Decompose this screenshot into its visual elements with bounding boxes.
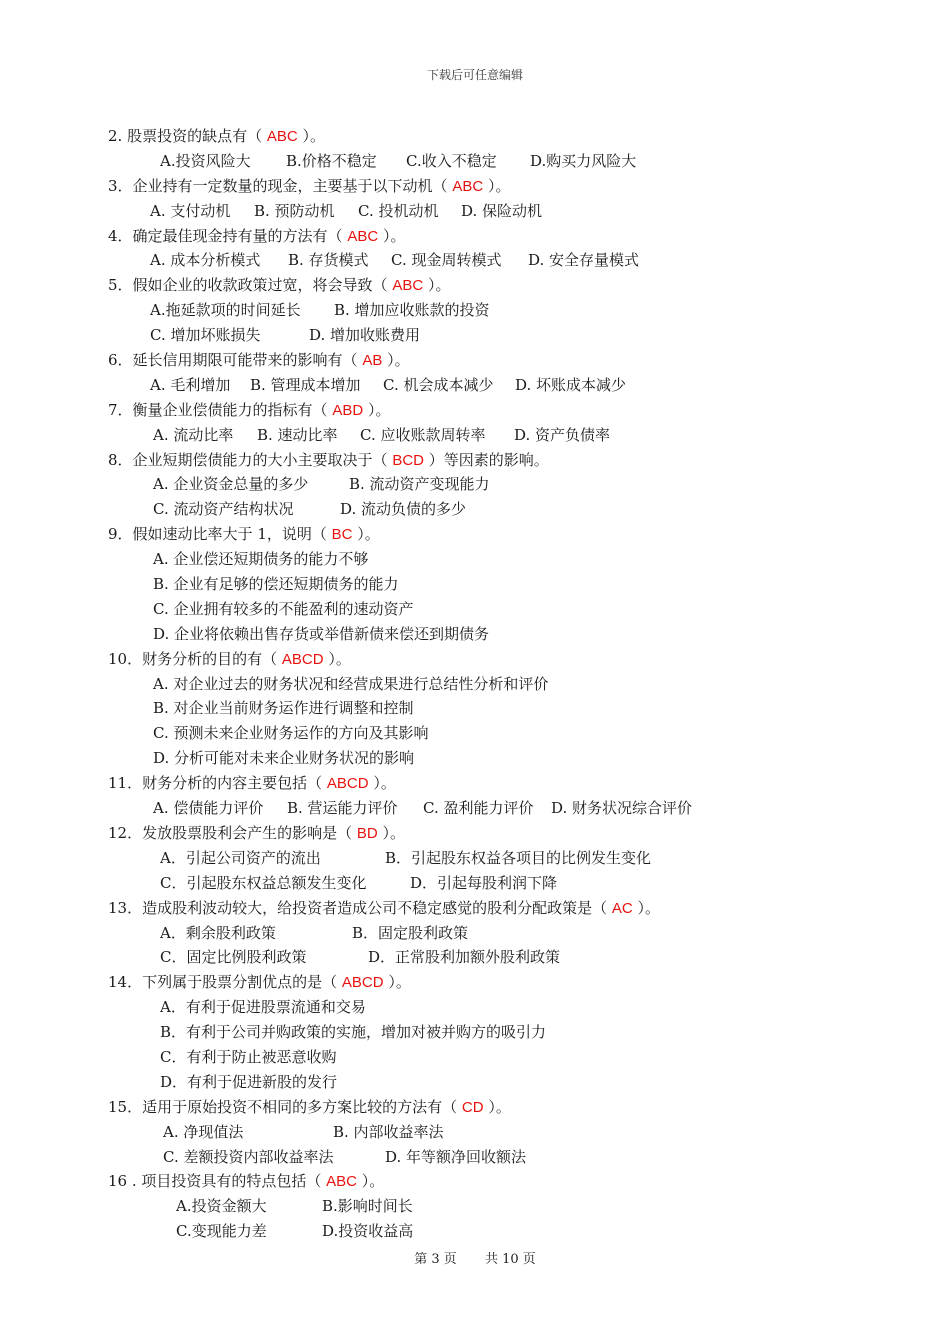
question-stem: 衡量企业偿债能力的指标有（: [132, 400, 333, 419]
option-row: [108, 1070, 908, 1095]
option-row: [108, 746, 908, 771]
question-number: 2.: [108, 127, 123, 145]
option-item: B．引起股东权益各项目的比例发生变化: [385, 848, 652, 867]
page-total: 共 10 页: [484, 1252, 536, 1267]
option-item: D. 财务状况综合评价: [551, 799, 693, 818]
question-number: 8．: [108, 450, 133, 469]
option-item: C. 现金周转模式: [391, 251, 502, 270]
question-stem: 财务分析的内容主要包括（: [142, 774, 327, 793]
option-item: A.投资风险大: [160, 151, 251, 170]
question-stem: 股票投资的缺点有（: [122, 127, 267, 145]
option-row: [108, 995, 908, 1020]
option-row: [108, 597, 908, 622]
answer-text: ABCD: [281, 650, 324, 668]
option-item: B. 增加应收账款的投资: [334, 301, 490, 320]
question-stem: 延长信用期限可能带来的影响有（: [132, 351, 363, 370]
option-row: [108, 1194, 908, 1219]
question-text: [108, 821, 908, 846]
page-number: 第 3 页: [414, 1252, 457, 1267]
question-text: [108, 224, 908, 249]
option-item: A．有利于促进股票流通和交易: [160, 998, 366, 1017]
answer-text: ABC: [452, 177, 484, 195]
option-item: C．引起股东权益总额发生变化: [160, 873, 367, 892]
question-stem: 下列属于股票分割优点的是（: [142, 973, 342, 992]
question-stem: 确定最佳现金持有量的方法有（: [132, 226, 348, 245]
option-item: D. 资产负债率: [514, 425, 611, 444]
option-item: A. 偿债能力评价: [153, 799, 264, 818]
option-item: C. 流动资产结构状况: [153, 500, 294, 519]
option-row: [108, 921, 908, 946]
option-row: [108, 1219, 908, 1244]
question-end: ）。: [357, 1172, 385, 1191]
answer-text: ABC: [392, 277, 424, 295]
question-end: ）。: [363, 400, 391, 419]
option-row: [108, 298, 908, 323]
question-text: [108, 124, 908, 149]
question-number: 16: [108, 1172, 128, 1191]
option-item: D.购买力风险大: [530, 151, 637, 170]
option-item: B. 对企业当前财务运作进行调整和控制: [153, 699, 414, 718]
answer-text: ABD: [332, 401, 364, 419]
answer-text: BC: [331, 526, 353, 544]
option-item: D．引起每股利润下降: [410, 873, 558, 892]
question-end: ）。: [297, 127, 325, 145]
question-end: ）。: [377, 823, 405, 842]
question-text: [108, 896, 908, 921]
option-item: A．引起公司资产的流出: [160, 848, 321, 867]
option-item: B. 流动资产变现能力: [349, 475, 490, 494]
question-stem: 财务分析的目的有（: [142, 649, 282, 668]
page-footer: [0, 1248, 950, 1267]
question-text: [108, 647, 908, 672]
option-row: [108, 497, 908, 522]
option-item: A. 企业偿还短期债务的能力不够: [153, 550, 369, 569]
answer-text: BCD: [392, 451, 424, 469]
option-row: [108, 871, 908, 896]
question-number: 10．: [108, 649, 143, 668]
question-stem: 适用于原始投资不相同的多方案比较的方法有（: [142, 1097, 462, 1116]
answer-text: ABCD: [326, 775, 369, 793]
option-item: D. 安全存量模式: [528, 251, 640, 270]
option-row: [108, 423, 908, 448]
option-item: A. 毛利增加: [150, 375, 231, 394]
answer-text: CD: [461, 1098, 484, 1116]
question-stem: 企业短期偿债能力的大小主要取决于（: [132, 450, 393, 469]
question-end: ）。: [382, 351, 410, 370]
option-item: C. 预测未来企业财务运作的方向及其影响: [153, 724, 429, 743]
option-row: [108, 472, 908, 497]
answer-text: ABC: [347, 227, 379, 245]
option-row: [108, 323, 908, 348]
answer-text: AB: [362, 352, 383, 370]
question-number: 15．: [108, 1097, 143, 1116]
question-stem: 发放股票股利会产生的影响是（: [142, 823, 357, 842]
option-item: C. 盈利能力评价: [423, 799, 534, 818]
answer-text: ABC: [266, 128, 298, 145]
option-item: D. 增加收账费用: [309, 326, 421, 345]
option-item: B. 预防动机: [254, 201, 335, 220]
question-text: [108, 771, 908, 796]
question-end: ）。: [368, 774, 396, 793]
option-item: B．有利于公司并购政策的实施，增加对被并购方的吸引力: [160, 1023, 547, 1042]
answer-text: ABC: [326, 1173, 358, 1191]
question-number: 7．: [108, 400, 133, 419]
question-stem: 企业持有一定数量的现金，主要基于以下动机（: [132, 176, 453, 195]
question-end: ）。: [423, 276, 451, 295]
option-item: C. 应收账款周转率: [360, 425, 486, 444]
option-item: A．剩余股利政策: [160, 923, 276, 942]
option-item: C．有利于防止被恶意收购: [160, 1047, 337, 1066]
question-end: ）。: [383, 973, 411, 992]
option-item: C.收入不稳定: [406, 151, 497, 170]
question-text: [108, 1095, 908, 1120]
option-item: A. 企业资金总量的多少: [153, 475, 309, 494]
option-item: B. 企业有足够的偿还短期债务的能力: [153, 575, 399, 594]
option-item: A. 对企业过去的财务状况和经营成果进行总结性分析和评价: [153, 674, 549, 693]
option-row: [108, 672, 908, 697]
question-text: [108, 448, 908, 473]
option-item: D. 坏账成本减少: [515, 375, 627, 394]
answer-text: AC: [611, 899, 633, 917]
option-row: [108, 572, 908, 597]
option-row: [108, 248, 908, 273]
option-item: B. 营运能力评价: [287, 799, 398, 818]
option-item: B. 存货模式: [288, 251, 369, 270]
question-number: 13．: [108, 898, 143, 917]
question-list: [108, 124, 908, 1244]
option-item: A.投资金额大: [176, 1197, 267, 1216]
question-end: ）。: [352, 525, 380, 544]
question-text: [108, 348, 908, 373]
option-item: D. 流动负债的多少: [340, 500, 467, 519]
option-item: C.变现能力差: [176, 1222, 267, 1241]
option-item: A. 流动比率: [153, 425, 234, 444]
question-text: [108, 174, 908, 199]
question-number: 11．: [108, 774, 143, 793]
question-stem: 假如企业的收款政策过宽，将会导致（: [132, 276, 393, 295]
question-text: [108, 522, 908, 547]
question-number: 9．: [108, 525, 133, 544]
option-row: [108, 1120, 908, 1145]
question-number: 6．: [108, 351, 133, 370]
option-row: [108, 1020, 908, 1045]
option-item: D. 年等额净回收额法: [385, 1147, 527, 1166]
option-item: B．固定股利政策: [352, 923, 469, 942]
option-item: A. 支付动机: [150, 201, 231, 220]
option-item: B. 速动比率: [257, 425, 338, 444]
question-end: ）。: [632, 898, 660, 917]
option-row: [108, 696, 908, 721]
option-row: [108, 846, 908, 871]
answer-text: ABCD: [341, 974, 384, 992]
question-text: [108, 1169, 908, 1194]
question-end: ）等因素的影响。: [424, 450, 549, 469]
option-row: [108, 622, 908, 647]
question-text: [108, 398, 908, 423]
option-row: [108, 721, 908, 746]
option-item: D. 企业将依赖出售存货或举借新债来偿还到期债务: [153, 624, 490, 643]
option-row: [108, 1045, 908, 1070]
question-number: 12．: [108, 823, 143, 842]
question-stem: . 项目投资具有的特点包括（: [127, 1172, 327, 1191]
question-end: ）。: [483, 176, 511, 195]
option-item: B. 内部收益率法: [333, 1122, 444, 1141]
option-row: [108, 547, 908, 572]
option-item: C. 投机动机: [358, 201, 439, 220]
option-item: D．正常股利加额外股利政策: [368, 948, 561, 967]
option-item: B.价格不稳定: [286, 151, 377, 170]
option-item: C. 机会成本减少: [383, 375, 494, 394]
question-text: [108, 970, 908, 995]
question-stem: 造成股利波动较大，给投资者造成公司不稳定感觉的股利分配政策是（: [142, 898, 612, 917]
question-end: ）。: [323, 649, 351, 668]
option-item: B.影响时间长: [322, 1197, 413, 1216]
option-item: C. 企业拥有较多的不能盈利的速动资产: [153, 599, 414, 618]
question-stem: 假如速动比率大于 1，说明（: [132, 525, 332, 544]
question-text: [108, 273, 908, 298]
option-item: A. 成本分析模式: [150, 251, 261, 270]
option-item: D．有利于促进新股的发行: [160, 1072, 338, 1091]
question-number: 3．: [108, 176, 133, 195]
option-item: C．固定比例股利政策: [160, 948, 307, 967]
question-end: ）。: [483, 1097, 511, 1116]
option-item: C. 增加坏账损失: [150, 326, 261, 345]
question-number: 4．: [108, 226, 133, 245]
option-item: A.拖延款项的时间延长: [150, 301, 301, 320]
question-number: 14．: [108, 973, 143, 992]
question-end: ）。: [378, 226, 406, 245]
option-item: C. 差额投资内部收益率法: [163, 1147, 334, 1166]
option-row: [108, 199, 908, 224]
option-row: [108, 945, 908, 970]
page-header: 下载后可任意编辑: [426, 68, 523, 82]
option-row: [108, 149, 908, 174]
option-item: D. 分析可能对未来企业财务状况的影响: [153, 749, 415, 768]
option-row: [108, 373, 908, 398]
answer-text: BD: [356, 824, 378, 842]
question-number: 5．: [108, 276, 133, 295]
option-item: D. 保险动机: [461, 201, 543, 220]
option-item: B. 管理成本增加: [250, 375, 361, 394]
option-row: [108, 796, 908, 821]
option-item: D.投资收益高: [322, 1222, 414, 1241]
option-item: A. 净现值法: [163, 1122, 244, 1141]
option-row: [108, 1145, 908, 1170]
